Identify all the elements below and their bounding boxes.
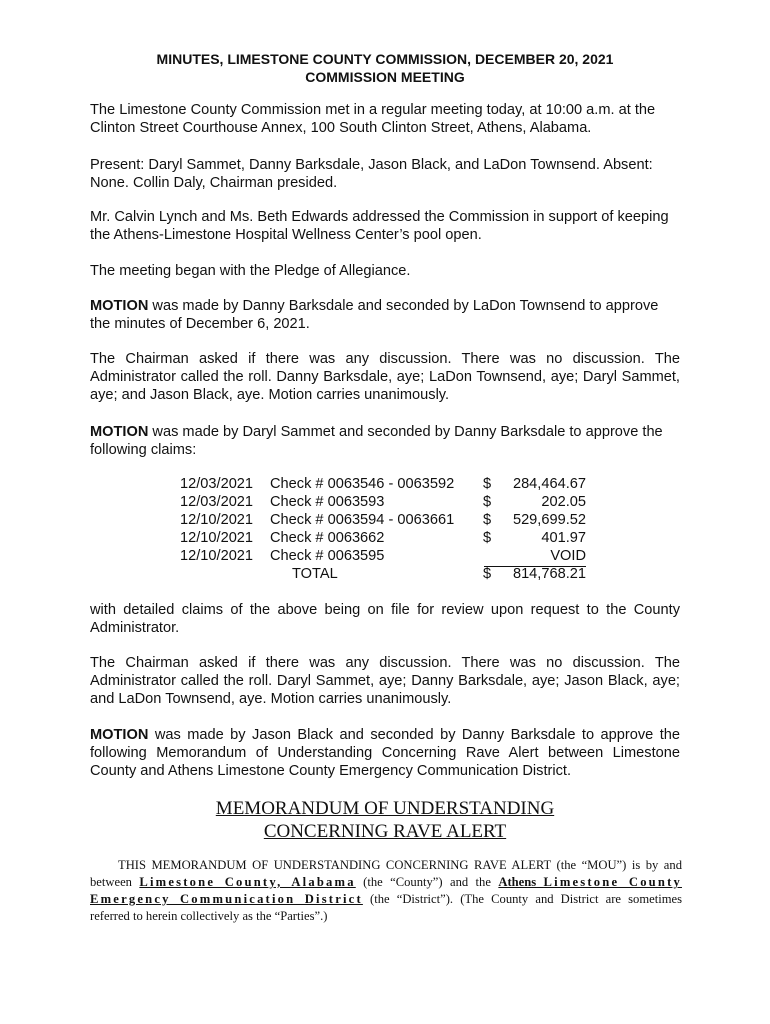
- mou-party-county: Limestone County, Alabama: [139, 875, 356, 889]
- motion-text: was made by Jason Black and seconded by Danny Barksdale to approve the following Memorandum of Understanding Concerning Rave Alert between Limestone County and Athens Limestone County Emergency Communication District.: [90, 727, 680, 779]
- claim-amount: 284,464.67: [512, 476, 586, 492]
- motion-label: MOTION: [90, 424, 149, 440]
- paragraph-pledge: The meeting began with the Pledge of Allegiance.: [90, 263, 411, 279]
- claim-row: [178, 494, 598, 512]
- motion-text: was made by Danny Barksdale and seconded by LaDon Townsend to approve the minutes of December 6, 2021.: [90, 298, 659, 332]
- mou-intro-paragraph: [90, 857, 682, 925]
- paragraph-meeting-intro: The Limestone County Commission met in a regular meeting today, at 10:00 a.m. at the Clinton Street Courthouse Annex, 100 South Clinton Street, Athens, Alabama.: [90, 102, 656, 136]
- claim-dollar-sign: $: [483, 512, 492, 528]
- paragraph-roll-call-2: The Chairman asked if there was any discussion. There was no discussion. The Administrator called the roll. Daryl Sammet, aye; Danny Barksdale, aye; Jason Black, aye; and LaDon Townsend, aye. Motion carries unanimously.: [90, 655, 680, 707]
- paragraph-roll-call-1: The Chairman asked if there was any discussion. There was no discussion. The Administrator called the roll. Danny Barksdale, aye; LaDon Townsend, aye; Daryl Sammet, aye; and Jason Black, aye. Motion carries unanimously.: [90, 351, 680, 403]
- motion-mou: [90, 726, 680, 780]
- mou-mid-text: (the “County”) and the: [355, 875, 499, 889]
- claim-row: [178, 512, 598, 530]
- mou-end-text: (the “District”). (The County and District are sometimes referred to herein collectively as the “Parties”.): [90, 892, 682, 923]
- claim-date: 12/03/2021: [180, 476, 254, 492]
- claim-check: Check # 0063595: [270, 548, 385, 564]
- claim-row: [178, 476, 598, 494]
- claim-date: 12/03/2021: [180, 494, 254, 510]
- total-dollar-sign: $: [483, 566, 492, 582]
- claim-date: 12/10/2021: [180, 512, 254, 528]
- mou-title-line-2: CONCERNING RAVE ALERT: [263, 821, 507, 842]
- motion-claims: [90, 423, 680, 459]
- mou-party-district-a: Athens: [498, 875, 544, 889]
- mou-title-line-1: MEMORANDUM OF UNDERSTANDING: [215, 798, 555, 819]
- motion-text: was made by Daryl Sammet and seconded by Danny Barksdale to approve the following claims:: [90, 424, 663, 458]
- claim-dollar-sign: $: [483, 476, 492, 492]
- claim-check: Check # 0063662: [270, 530, 385, 546]
- motion-label: MOTION: [90, 298, 149, 314]
- document-title: [90, 50, 680, 86]
- claim-amount: 401.97: [541, 530, 586, 546]
- claims-table: [178, 476, 598, 584]
- claim-check: Check # 0063594 - 0063661: [270, 512, 455, 528]
- claim-dollar-sign: $: [483, 530, 492, 546]
- claim-row: [178, 530, 598, 548]
- claim-amount: 202.05: [541, 494, 586, 510]
- claim-check: Check # 0063546 - 0063592: [270, 476, 455, 492]
- claim-row: [178, 548, 598, 566]
- total-label: TOTAL: [292, 566, 338, 582]
- mou-intro-text: THIS MEMORANDUM OF UNDERSTANDING CONCERNING RAVE ALERT (the “MOU”) is by and between: [90, 858, 682, 889]
- title-line-1: MINUTES, LIMESTONE COUNTY COMMISSION, DECEMBER 20, 2021: [156, 51, 614, 67]
- paragraph-claims-on-file: with detailed claims of the above being on file for review upon request to the County Administrator.: [90, 602, 680, 636]
- claim-amount: VOID: [550, 548, 586, 564]
- motion-minutes: [90, 297, 680, 333]
- claim-dollar-sign: $: [483, 494, 492, 510]
- claim-date: 12/10/2021: [180, 530, 254, 546]
- title-line-2: COMMISSION MEETING: [305, 69, 465, 85]
- claim-amount: 529,699.52: [512, 512, 586, 528]
- paragraph-present: Present: Daryl Sammet, Danny Barksdale, Jason Black, and LaDon Townsend. Absent: None. Collin Daly, Chairman presided.: [90, 157, 653, 191]
- paragraph-addressed: Mr. Calvin Lynch and Ms. Beth Edwards addressed the Commission in support of keeping the Athens-Limestone Hospital Wellness Center’s pool open.: [90, 209, 669, 243]
- total-amount: 814,768.21: [512, 566, 586, 582]
- claim-check: Check # 0063593: [270, 494, 385, 510]
- motion-label: MOTION: [90, 727, 149, 743]
- claims-total-row: [178, 566, 598, 584]
- claim-date: 12/10/2021: [180, 548, 254, 564]
- mou-party-district-b: Limestone County Emergency Communication District: [90, 875, 682, 906]
